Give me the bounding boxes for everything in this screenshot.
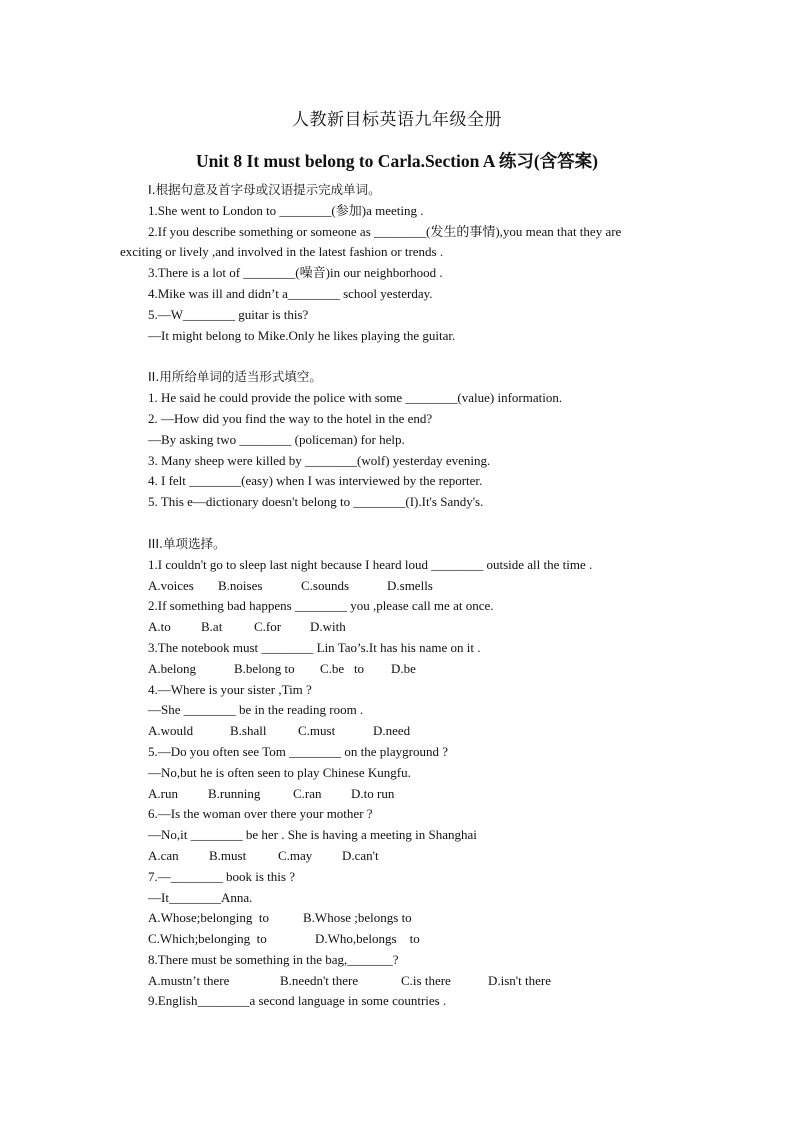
- document-subtitle: Unit 8 It must belong to Carla.Section A 练习(含答案): [195, 151, 598, 171]
- option-d: D.be: [391, 660, 416, 676]
- option-a: A.to: [148, 619, 171, 635]
- option-b: B.needn't there: [280, 972, 359, 988]
- question-line: 1.She went to London to ________(参加)a meeting .: [148, 202, 424, 218]
- answer-options: [120, 576, 680, 597]
- option-a: A.Whose;belonging to: [148, 910, 269, 926]
- option-b: B.Whose ;belongs to: [303, 910, 412, 926]
- option-c: C.is there: [401, 972, 451, 988]
- question-stem: 6.—Is the woman over there your mother ?: [148, 806, 373, 822]
- option-a: A.mustn’t there: [148, 972, 230, 988]
- question-line: exciting or lively ,and involved in the latest fashion or trends .: [120, 244, 444, 260]
- option-b: B.shall: [230, 723, 267, 739]
- option-d: D.with: [310, 619, 346, 635]
- question-line: —It might belong to Mike.Only he likes playing the guitar.: [148, 327, 456, 343]
- option-c: C.ran: [293, 785, 322, 801]
- document-body: [120, 180, 680, 1012]
- question-line: 3. Many sheep were killed by ________(wolf) yesterday evening.: [148, 452, 491, 468]
- option-d: D.Who,belongs to: [315, 931, 420, 947]
- option-c: C.sounds: [301, 577, 350, 593]
- question-stem: —She ________ be in the reading room .: [148, 702, 364, 718]
- option-d: D.to run: [351, 785, 395, 801]
- answer-options: [120, 659, 680, 680]
- question-stem: 3.The notebook must ________ Lin Tao’s.It has his name on it .: [148, 639, 481, 655]
- question-line: 3.There is a lot of ________(噪音)in our neighborhood .: [148, 265, 443, 281]
- question-stem: 7.—________ book is this ?: [148, 868, 295, 884]
- question-line: 4. I felt ________(easy) when I was interviewed by the reporter.: [148, 473, 483, 489]
- option-c: C.Which;belonging to: [148, 931, 267, 947]
- section-heading-2: II.用所给单词的适当形式填空。: [148, 369, 322, 385]
- question-line: 4.Mike was ill and didn’t a________ school yesterday.: [148, 285, 433, 301]
- section-heading-3: III.单项选择。: [148, 535, 226, 551]
- answer-options: [120, 929, 680, 950]
- option-d: D.smells: [387, 577, 433, 593]
- question-stem: 8.There must be something in the bag,_______?: [148, 951, 399, 967]
- question-line: 2.If you describe something or someone as ________(发生的事情),you mean that they are: [148, 223, 622, 239]
- answer-options: [120, 617, 680, 638]
- option-d: D.isn't there: [488, 972, 551, 988]
- option-b: B.belong to: [234, 660, 295, 676]
- option-a: A.belong: [148, 660, 197, 676]
- question-stem: 4.—Where is your sister ,Tim ?: [148, 681, 312, 697]
- question-stem: 2.If something bad happens ________ you ,please call me at once.: [148, 598, 494, 614]
- question-stem: 9.English________a second language in some countries .: [148, 993, 447, 1009]
- option-d: D.need: [373, 723, 411, 739]
- question-line: 5.—W________ guitar is this?: [148, 306, 309, 322]
- question-line: 2. —How did you find the way to the hotel in the end?: [148, 410, 433, 426]
- question-stem: 5.—Do you often see Tom ________ on the playground ?: [148, 743, 448, 759]
- answer-options: [120, 971, 680, 992]
- question-stem: —It________Anna.: [148, 889, 253, 905]
- question-stem: —No,it ________ be her . She is having a meeting in Shanghai: [148, 827, 477, 843]
- option-a: A.would: [148, 723, 194, 739]
- question-stem: 1.I couldn't go to sleep last night because I heard loud ________ outside all the time .: [148, 556, 593, 572]
- option-c: C.be to: [320, 660, 365, 676]
- option-a: A.run: [148, 785, 178, 801]
- answer-options: [120, 908, 680, 929]
- question-stem: —No,but he is often seen to play Chinese Kungfu.: [148, 764, 411, 780]
- answer-options: [120, 721, 680, 742]
- question-line: 5. This e—dictionary doesn't belong to ________(I).It's Sandy's.: [148, 494, 484, 510]
- option-b: B.must: [209, 847, 247, 863]
- answer-options: [120, 784, 680, 805]
- option-b: B.noises: [218, 577, 263, 593]
- question-line: —By asking two ________ (policeman) for help.: [148, 431, 405, 447]
- option-c: C.may: [278, 847, 313, 863]
- option-c: C.for: [254, 619, 282, 635]
- option-b: B.running: [208, 785, 261, 801]
- section-heading-1: I.根据句意及首字母或汉语提示完成单词。: [148, 182, 381, 197]
- option-b: B.at: [201, 619, 223, 635]
- document-title: 人教新目标英语九年级全册: [292, 110, 502, 130]
- question-line: 1. He said he could provide the police with some ________(value) information.: [148, 390, 563, 406]
- option-a: A.can: [148, 847, 179, 863]
- option-c: C.must: [298, 723, 336, 739]
- option-a: A.voices: [148, 577, 194, 593]
- option-d: D.can't: [342, 847, 379, 863]
- answer-options: [120, 846, 680, 867]
